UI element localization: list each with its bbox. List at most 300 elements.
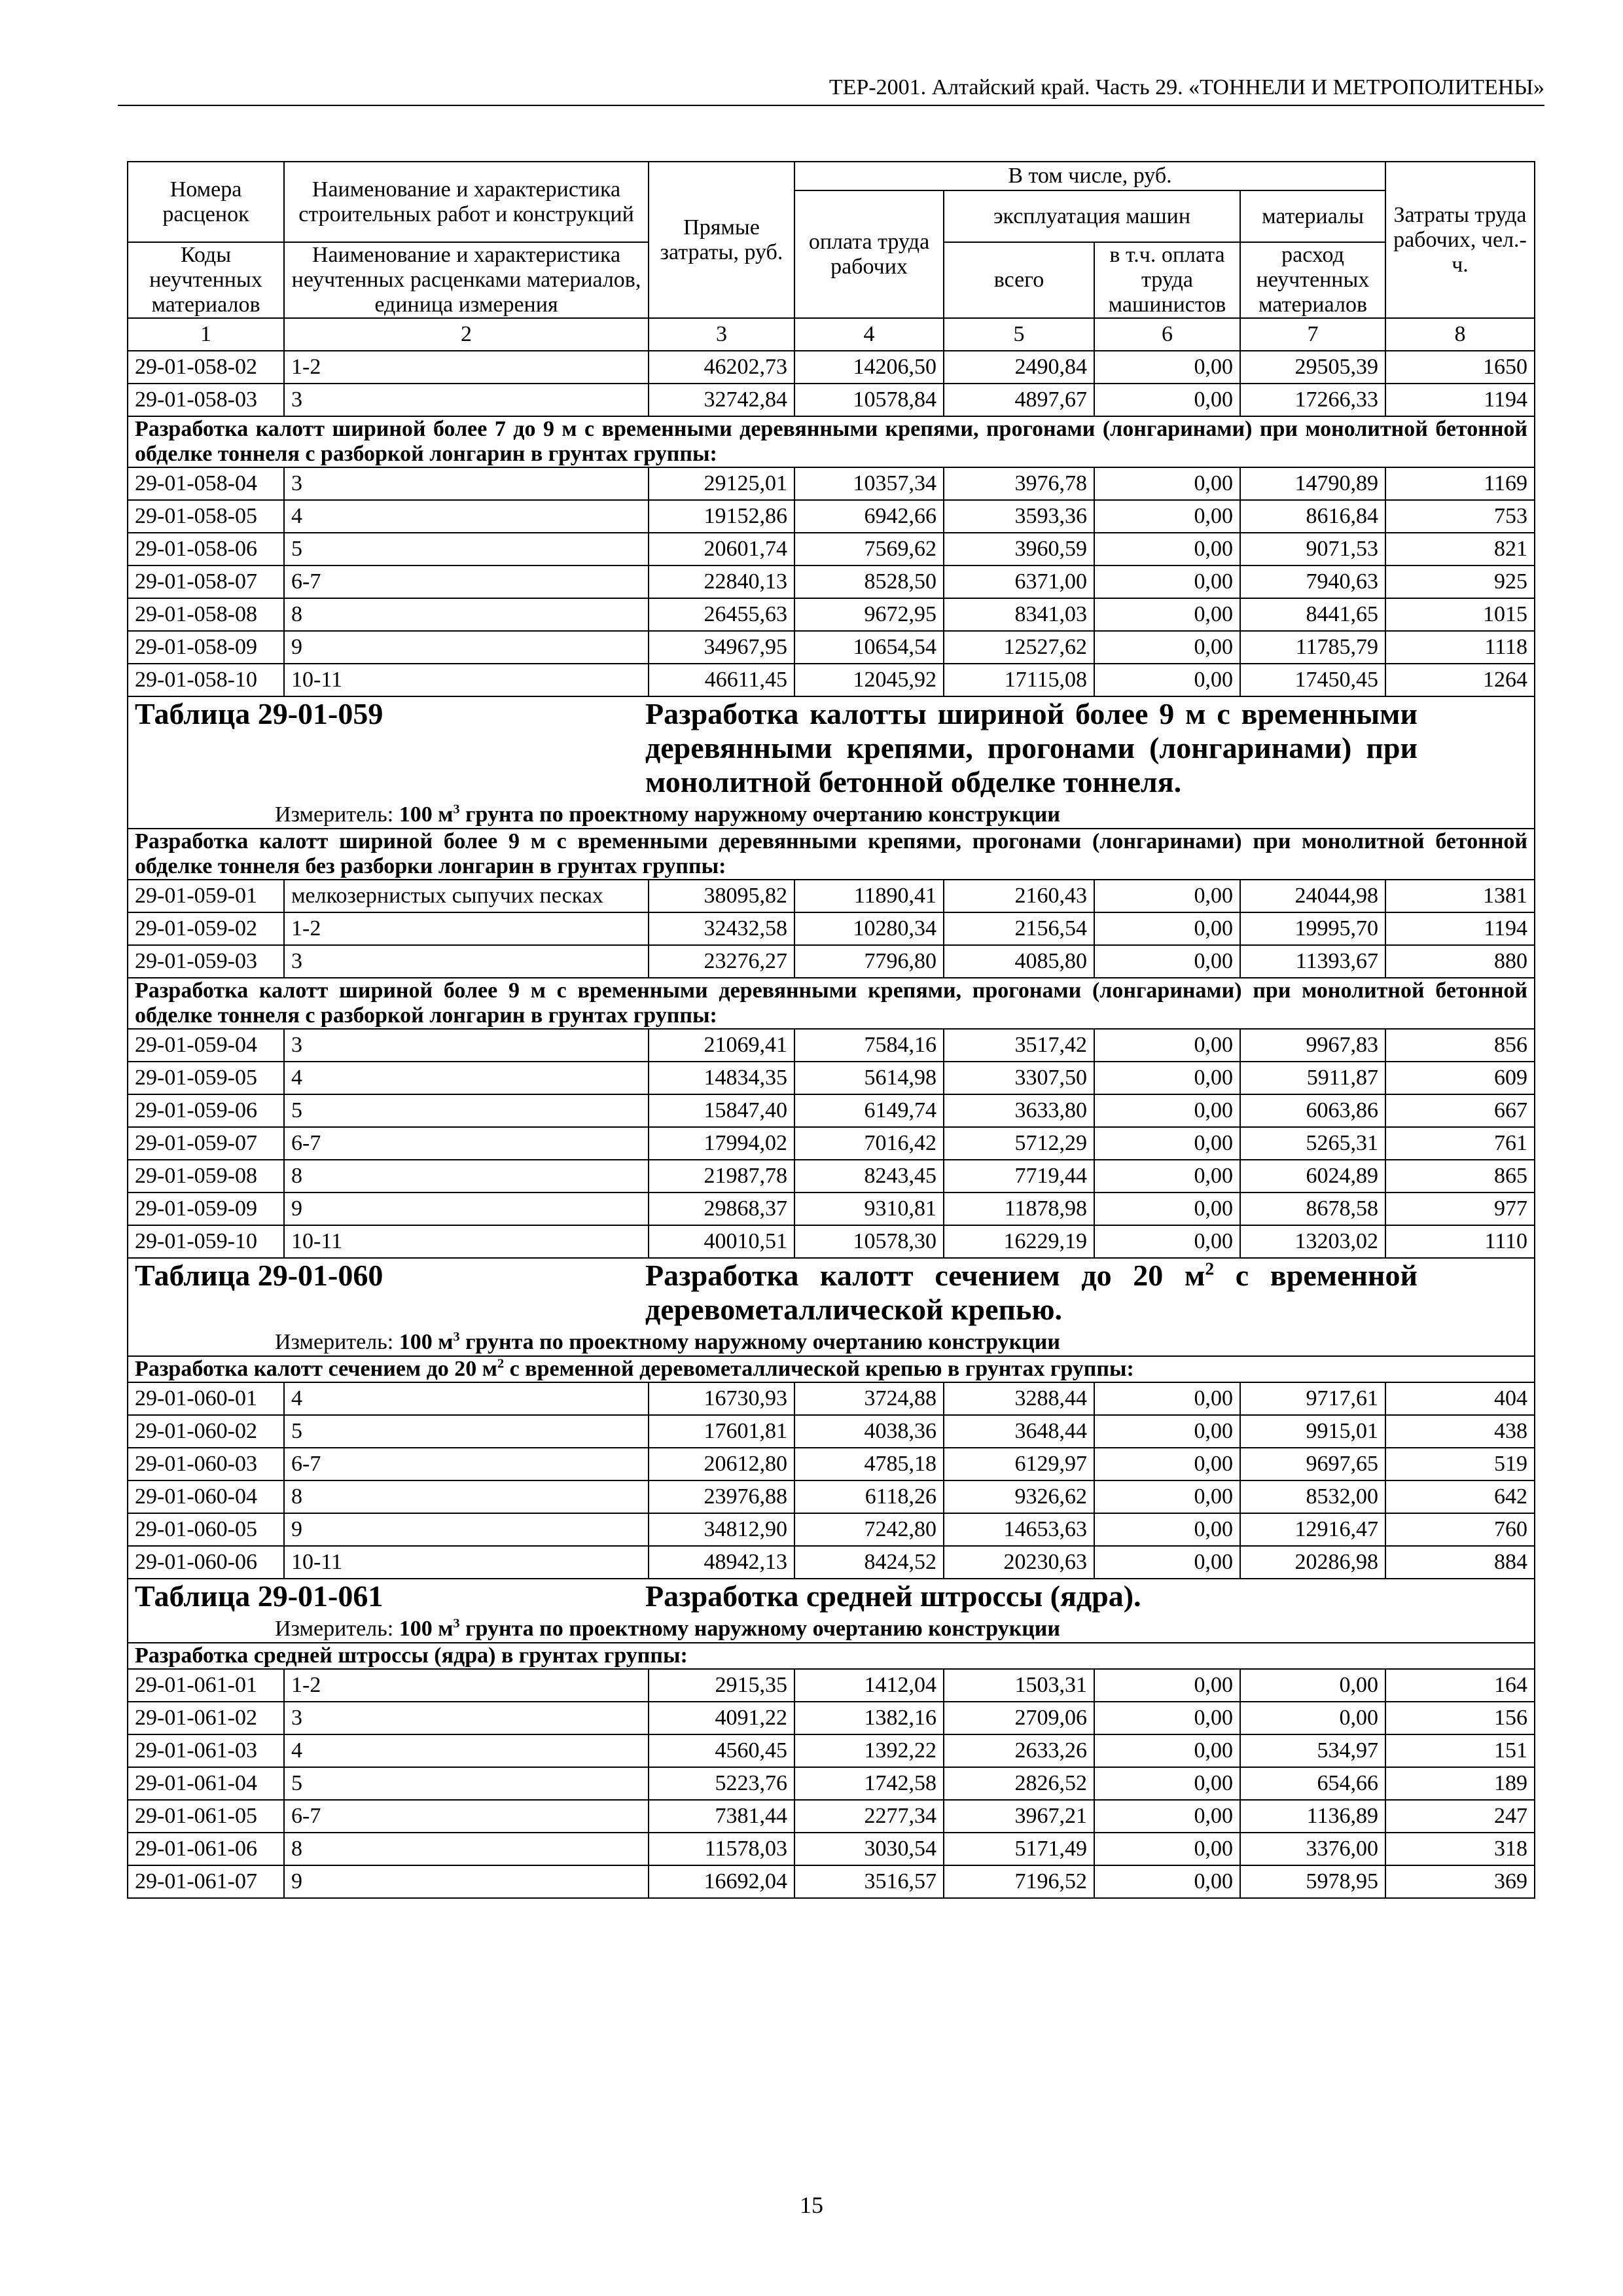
- cell-machines-total: 3960,59: [944, 533, 1094, 565]
- measure-unit: [275, 1616, 1527, 1642]
- cell-soil-group: 9: [284, 1513, 649, 1546]
- cell-labor-hours: 1118: [1385, 631, 1535, 664]
- cell-labor-hours: 667: [1385, 1094, 1535, 1127]
- cell-materials-cost: 8441,65: [1240, 598, 1385, 631]
- column-number: 3: [649, 318, 794, 351]
- cell-machines-total: 3633,80: [944, 1094, 1094, 1127]
- cell-materials-cost: 534,97: [1240, 1734, 1385, 1767]
- cell-soil-group: 9: [284, 1193, 649, 1225]
- subheading-text: Разработка средней штроссы (ядра) в грунтах группы:: [135, 1643, 688, 1668]
- cell-labor-hours: 1264: [1385, 664, 1535, 696]
- cell-operator-pay: 0,00: [1094, 1094, 1240, 1127]
- table-header: [128, 162, 1535, 351]
- group-subheading-row: [128, 1643, 1535, 1669]
- cell-direct-costs: 7381,44: [649, 1800, 794, 1833]
- group-subheading-row: [128, 829, 1535, 880]
- measure-amount: 100 м: [399, 1330, 454, 1354]
- cell-rate-code: 29-01-060-06: [128, 1546, 284, 1579]
- page-header: ТЕР-2001. Алтайский край. Часть 29. «ТОННЕЛИ И МЕТРОПОЛИТЕНЫ»: [118, 71, 1544, 106]
- cell-machines-total: 4085,80: [944, 945, 1094, 978]
- cell-worker-pay: 1412,04: [794, 1669, 944, 1702]
- cell-soil-group: 10-11: [284, 1225, 649, 1258]
- cell-labor-hours: 1194: [1385, 384, 1535, 416]
- cell-worker-pay: 3724,88: [794, 1382, 944, 1415]
- group-subheading: [128, 1356, 1535, 1382]
- cell-worker-pay: 1382,16: [794, 1702, 944, 1734]
- cell-machines-total: 9326,62: [944, 1480, 1094, 1513]
- cell-rate-code: 29-01-058-08: [128, 598, 284, 631]
- table-row: [128, 351, 1535, 384]
- col-header-labor: Затраты труда рабочих, чел.-ч.: [1385, 162, 1535, 318]
- cell-worker-pay: 4785,18: [794, 1448, 944, 1480]
- cell-rate-code: 29-01-058-10: [128, 664, 284, 696]
- cell-labor-hours: 884: [1385, 1546, 1535, 1579]
- cell-direct-costs: 14834,35: [649, 1062, 794, 1094]
- cell-operator-pay: 0,00: [1094, 1448, 1240, 1480]
- column-number: 4: [794, 318, 944, 351]
- cell-materials-cost: 6024,89: [1240, 1160, 1385, 1193]
- cell-soil-group: 5: [284, 1767, 649, 1800]
- cell-soil-group: 9: [284, 631, 649, 664]
- cell-operator-pay: 0,00: [1094, 533, 1240, 565]
- cell-worker-pay: 3516,57: [794, 1865, 944, 1898]
- cell-soil-group: 5: [284, 533, 649, 565]
- cell-direct-costs: 16730,93: [649, 1382, 794, 1415]
- col-header-materials: материалы: [1240, 190, 1385, 242]
- table-body: [128, 351, 1535, 1898]
- cell-direct-costs: 23976,88: [649, 1480, 794, 1513]
- cell-operator-pay: 0,00: [1094, 1865, 1240, 1898]
- cell-labor-hours: 438: [1385, 1415, 1535, 1448]
- cell-machines-total: 2156,54: [944, 912, 1094, 945]
- cell-worker-pay: 10357,34: [794, 467, 944, 500]
- table-row: [128, 1062, 1535, 1094]
- table-row: [128, 1127, 1535, 1160]
- cell-worker-pay: 7796,80: [794, 945, 944, 978]
- table-title-row: [128, 696, 1535, 829]
- group-subheading-row: [128, 416, 1535, 467]
- cell-soil-group: 3: [284, 1702, 649, 1734]
- cell-operator-pay: 0,00: [1094, 631, 1240, 664]
- cell-operator-pay: 0,00: [1094, 1225, 1240, 1258]
- cell-materials-cost: 654,66: [1240, 1767, 1385, 1800]
- table-title-text: Разработка калотт сечением до 20 м: [645, 1259, 1205, 1292]
- subheading-text: Разработка калотт шириной более 9 м с временными деревянными крепями, прогонами (лонгаринами) при монолитной бетонной обделке тоннеля с разборкой лонгарин в грунтах группы:: [135, 978, 1527, 1028]
- cell-direct-costs: 34812,90: [649, 1513, 794, 1546]
- cell-operator-pay: 0,00: [1094, 1415, 1240, 1448]
- cell-labor-hours: 856: [1385, 1029, 1535, 1062]
- table-title-block: [128, 1258, 1535, 1356]
- cell-rate-code: 29-01-058-05: [128, 500, 284, 533]
- cell-materials-cost: 5978,95: [1240, 1865, 1385, 1898]
- table-title-grid: [135, 697, 1527, 799]
- cell-labor-hours: 189: [1385, 1767, 1535, 1800]
- cell-soil-group: 8: [284, 1480, 649, 1513]
- cell-rate-code: 29-01-059-06: [128, 1094, 284, 1127]
- cell-operator-pay: 0,00: [1094, 500, 1240, 533]
- cell-direct-costs: 29868,37: [649, 1193, 794, 1225]
- col-header-material-codes: Коды неучтенных материалов: [128, 242, 284, 318]
- measure-superscript: 3: [453, 1329, 460, 1344]
- group-subheading-row: [128, 978, 1535, 1029]
- table-row: [128, 467, 1535, 500]
- cell-machines-total: 2490,84: [944, 351, 1094, 384]
- cell-soil-group: 3: [284, 384, 649, 416]
- column-number: 2: [284, 318, 649, 351]
- cell-soil-group: 6-7: [284, 1127, 649, 1160]
- col-header-including: В том числе, руб.: [794, 162, 1385, 190]
- cell-worker-pay: 5614,98: [794, 1062, 944, 1094]
- cell-soil-group: мелкозернистых сыпучих песках: [284, 880, 649, 912]
- cell-direct-costs: 2915,35: [649, 1669, 794, 1702]
- cell-rate-code: 29-01-060-01: [128, 1382, 284, 1415]
- cell-operator-pay: 0,00: [1094, 1127, 1240, 1160]
- cell-labor-hours: 404: [1385, 1382, 1535, 1415]
- cell-materials-cost: 8616,84: [1240, 500, 1385, 533]
- cell-operator-pay: 0,00: [1094, 1702, 1240, 1734]
- cell-labor-hours: 1015: [1385, 598, 1535, 631]
- cell-worker-pay: 4038,36: [794, 1415, 944, 1448]
- group-subheading: [128, 829, 1535, 880]
- cell-worker-pay: 8424,52: [794, 1546, 944, 1579]
- cell-labor-hours: 1169: [1385, 467, 1535, 500]
- table-title-superscript: 2: [1205, 1258, 1215, 1279]
- table-row: [128, 945, 1535, 978]
- table-number: Таблица 29-01-060: [135, 1259, 383, 1292]
- cell-materials-cost: 9071,53: [1240, 533, 1385, 565]
- cell-labor-hours: 865: [1385, 1160, 1535, 1193]
- cell-rate-code: 29-01-058-03: [128, 384, 284, 416]
- table-title-block: [128, 696, 1535, 829]
- cell-soil-group: 6-7: [284, 565, 649, 598]
- cell-operator-pay: 0,00: [1094, 1800, 1240, 1833]
- cell-operator-pay: 0,00: [1094, 1513, 1240, 1546]
- table-row: [128, 1448, 1535, 1480]
- group-subheading: [128, 416, 1535, 467]
- cell-soil-group: 4: [284, 1062, 649, 1094]
- table-row: [128, 1669, 1535, 1702]
- col-header-machines-total: всего: [944, 242, 1094, 318]
- cell-direct-costs: 26455,63: [649, 598, 794, 631]
- cell-worker-pay: 8528,50: [794, 565, 944, 598]
- cell-materials-cost: 13203,02: [1240, 1225, 1385, 1258]
- cell-machines-total: 2160,43: [944, 880, 1094, 912]
- cell-machines-total: 2826,52: [944, 1767, 1094, 1800]
- cell-operator-pay: 0,00: [1094, 1382, 1240, 1415]
- table-row: [128, 1382, 1535, 1415]
- cell-soil-group: 10-11: [284, 664, 649, 696]
- cell-materials-cost: 9915,01: [1240, 1415, 1385, 1448]
- cell-direct-costs: 19152,86: [649, 500, 794, 533]
- cell-materials-cost: 7940,63: [1240, 565, 1385, 598]
- table-row: [128, 1734, 1535, 1767]
- cell-worker-pay: 6942,66: [794, 500, 944, 533]
- cell-machines-total: 3648,44: [944, 1415, 1094, 1448]
- cell-worker-pay: 8243,45: [794, 1160, 944, 1193]
- cell-direct-costs: 46202,73: [649, 351, 794, 384]
- cell-materials-cost: 11393,67: [1240, 945, 1385, 978]
- cell-soil-group: 1-2: [284, 351, 649, 384]
- cell-labor-hours: 519: [1385, 1448, 1535, 1480]
- cell-worker-pay: 9672,95: [794, 598, 944, 631]
- cell-rate-code: 29-01-059-07: [128, 1127, 284, 1160]
- table-row: [128, 1415, 1535, 1448]
- col-header-work-name: Наименование и характеристика строительных работ и конструкций: [284, 162, 649, 242]
- column-number: 5: [944, 318, 1094, 351]
- cell-worker-pay: 14206,50: [794, 351, 944, 384]
- cell-rate-code: 29-01-061-03: [128, 1734, 284, 1767]
- cell-operator-pay: 0,00: [1094, 1833, 1240, 1865]
- cell-materials-cost: 5265,31: [1240, 1127, 1385, 1160]
- table-title-row: [128, 1579, 1535, 1643]
- cell-rate-code: 29-01-058-02: [128, 351, 284, 384]
- cell-direct-costs: 20601,74: [649, 533, 794, 565]
- cell-rate-code: 29-01-061-02: [128, 1702, 284, 1734]
- cell-worker-pay: 10280,34: [794, 912, 944, 945]
- table-row: [128, 1225, 1535, 1258]
- cell-machines-total: 20230,63: [944, 1546, 1094, 1579]
- cell-rate-code: 29-01-061-05: [128, 1800, 284, 1833]
- table-title-grid: [135, 1259, 1527, 1327]
- cell-materials-cost: 1136,89: [1240, 1800, 1385, 1833]
- cell-machines-total: 7196,52: [944, 1865, 1094, 1898]
- cell-labor-hours: 821: [1385, 533, 1535, 565]
- cell-materials-cost: 0,00: [1240, 1669, 1385, 1702]
- cell-soil-group: 3: [284, 1029, 649, 1062]
- cell-soil-group: 5: [284, 1415, 649, 1448]
- cell-rate-code: 29-01-058-09: [128, 631, 284, 664]
- cell-labor-hours: 1381: [1385, 880, 1535, 912]
- cell-materials-cost: 24044,98: [1240, 880, 1385, 912]
- table-row: [128, 565, 1535, 598]
- cell-labor-hours: 609: [1385, 1062, 1535, 1094]
- cell-materials-cost: 9967,83: [1240, 1029, 1385, 1062]
- cell-rate-code: 29-01-060-02: [128, 1415, 284, 1448]
- table-row: [128, 1546, 1535, 1579]
- cell-worker-pay: 7584,16: [794, 1029, 944, 1062]
- table-title: [645, 1259, 1418, 1327]
- cell-direct-costs: 46611,45: [649, 664, 794, 696]
- cell-machines-total: 1503,31: [944, 1669, 1094, 1702]
- subheading-text: Разработка калотт шириной более 9 м с временными деревянными крепями, прогонами (лонгаринами) при монолитной бетонной обделке тоннеля без разборки лонгарин в грунтах группы:: [135, 829, 1527, 878]
- cell-machines-total: 17115,08: [944, 664, 1094, 696]
- cell-labor-hours: 247: [1385, 1800, 1535, 1833]
- cell-labor-hours: 164: [1385, 1669, 1535, 1702]
- cell-soil-group: 4: [284, 1382, 649, 1415]
- cell-direct-costs: 17601,81: [649, 1415, 794, 1448]
- cell-worker-pay: 10654,54: [794, 631, 944, 664]
- table-title-text: с временной деревометаллической крепью.: [645, 1259, 1418, 1326]
- cell-labor-hours: 318: [1385, 1833, 1535, 1865]
- cell-machines-total: 3967,21: [944, 1800, 1094, 1833]
- cell-machines-total: 3288,44: [944, 1382, 1094, 1415]
- cell-direct-costs: 29125,01: [649, 467, 794, 500]
- cell-soil-group: 8: [284, 1160, 649, 1193]
- cell-worker-pay: 7569,62: [794, 533, 944, 565]
- cell-rate-code: 29-01-058-06: [128, 533, 284, 565]
- cell-labor-hours: 1194: [1385, 912, 1535, 945]
- table-row: [128, 1800, 1535, 1833]
- table-row: [128, 1193, 1535, 1225]
- measure-description: грунта по проектному наружному очертанию конструкции: [465, 1617, 1060, 1641]
- cell-machines-total: 8341,03: [944, 598, 1094, 631]
- cell-direct-costs: 22840,13: [649, 565, 794, 598]
- subheading-text: Разработка калотт сечением до 20 м: [135, 1357, 497, 1381]
- column-number: 1: [128, 318, 284, 351]
- table-number: Таблица 29-01-061: [135, 1579, 383, 1613]
- measure-value: [399, 1330, 1060, 1354]
- cell-machines-total: 11878,98: [944, 1193, 1094, 1225]
- cell-machines-total: 2633,26: [944, 1734, 1094, 1767]
- cell-machines-total: 5712,29: [944, 1127, 1094, 1160]
- table-row: [128, 1865, 1535, 1898]
- cell-rate-code: 29-01-060-04: [128, 1480, 284, 1513]
- cell-worker-pay: 7016,42: [794, 1127, 944, 1160]
- cell-direct-costs: 23276,27: [649, 945, 794, 978]
- measure-value: [399, 1617, 1060, 1641]
- cell-rate-code: 29-01-060-03: [128, 1448, 284, 1480]
- measure-description: грунта по проектному наружному очертанию конструкции: [465, 802, 1060, 827]
- cell-labor-hours: 642: [1385, 1480, 1535, 1513]
- cell-worker-pay: 1392,22: [794, 1734, 944, 1767]
- group-subheading: [128, 978, 1535, 1029]
- cell-rate-code: 29-01-061-06: [128, 1833, 284, 1865]
- table-title-text: Разработка средней штроссы (ядра).: [645, 1579, 1141, 1613]
- cell-soil-group: 6-7: [284, 1448, 649, 1480]
- cell-soil-group: 6-7: [284, 1800, 649, 1833]
- subheading-superscript: 2: [497, 1356, 505, 1371]
- cell-direct-costs: 4560,45: [649, 1734, 794, 1767]
- cell-direct-costs: 32742,84: [649, 384, 794, 416]
- cell-rate-code: 29-01-059-03: [128, 945, 284, 978]
- cell-labor-hours: 151: [1385, 1734, 1535, 1767]
- cell-worker-pay: 6118,26: [794, 1480, 944, 1513]
- table-row: [128, 1513, 1535, 1546]
- cell-labor-hours: 760: [1385, 1513, 1535, 1546]
- table-row: [128, 1833, 1535, 1865]
- measure-label: Измеритель:: [275, 802, 394, 827]
- table-title-row: [128, 1258, 1535, 1356]
- cell-machines-total: 4897,67: [944, 384, 1094, 416]
- column-number: 8: [1385, 318, 1535, 351]
- col-header-machines: эксплуатация машин: [944, 190, 1240, 242]
- cell-operator-pay: 0,00: [1094, 1062, 1240, 1094]
- subheading-text: с временной деревометаллической крепью в грунтах группы:: [504, 1357, 1134, 1381]
- cell-materials-cost: 14790,89: [1240, 467, 1385, 500]
- cell-soil-group: 9: [284, 1865, 649, 1898]
- table-row: [128, 1480, 1535, 1513]
- cell-worker-pay: 12045,92: [794, 664, 944, 696]
- cell-soil-group: 10-11: [284, 1546, 649, 1579]
- cell-rate-code: 29-01-059-08: [128, 1160, 284, 1193]
- cell-rate-code: 29-01-059-09: [128, 1193, 284, 1225]
- table-row: [128, 1094, 1535, 1127]
- group-subheading: [128, 1643, 1535, 1669]
- table-row: [128, 1160, 1535, 1193]
- subheading-text: Разработка калотт шириной более 7 до 9 м с временными деревянными крепями, прогонами (лонгаринами) при монолитной бетонной обделке тоннеля с разборкой лонгарин в грунтах группы:: [135, 417, 1527, 466]
- table-row: [128, 664, 1535, 696]
- cell-operator-pay: 0,00: [1094, 351, 1240, 384]
- cell-soil-group: 3: [284, 945, 649, 978]
- measure-amount: 100 м: [399, 802, 454, 827]
- cell-rate-code: 29-01-061-04: [128, 1767, 284, 1800]
- cell-worker-pay: 7242,80: [794, 1513, 944, 1546]
- cell-machines-total: 5171,49: [944, 1833, 1094, 1865]
- rates-table: [127, 161, 1535, 1899]
- cell-machines-total: 3517,42: [944, 1029, 1094, 1062]
- col-header-rate-numbers: Номера расценок: [128, 162, 284, 242]
- group-subheading-row: [128, 1356, 1535, 1382]
- col-header-worker-pay: оплата труда рабочих: [794, 190, 944, 318]
- cell-soil-group: 3: [284, 467, 649, 500]
- cell-labor-hours: 1110: [1385, 1225, 1535, 1258]
- cell-direct-costs: 17994,02: [649, 1127, 794, 1160]
- column-number: 6: [1094, 318, 1240, 351]
- cell-rate-code: 29-01-059-05: [128, 1062, 284, 1094]
- table-row: [128, 598, 1535, 631]
- column-number: 7: [1240, 318, 1385, 351]
- measure-value: [399, 802, 1060, 827]
- cell-soil-group: 8: [284, 598, 649, 631]
- cell-operator-pay: 0,00: [1094, 664, 1240, 696]
- cell-rate-code: 29-01-061-01: [128, 1669, 284, 1702]
- cell-direct-costs: 40010,51: [649, 1225, 794, 1258]
- cell-soil-group: 1-2: [284, 912, 649, 945]
- cell-operator-pay: 0,00: [1094, 467, 1240, 500]
- cell-labor-hours: 925: [1385, 565, 1535, 598]
- table-title-grid: [135, 1579, 1527, 1613]
- cell-operator-pay: 0,00: [1094, 880, 1240, 912]
- cell-direct-costs: 21069,41: [649, 1029, 794, 1062]
- col-header-unaccounted-materials: расход неучтенных материалов: [1240, 242, 1385, 318]
- cell-direct-costs: 48942,13: [649, 1546, 794, 1579]
- cell-operator-pay: 0,00: [1094, 1767, 1240, 1800]
- cell-soil-group: 4: [284, 1734, 649, 1767]
- table-row: [128, 533, 1535, 565]
- cell-machines-total: 12527,62: [944, 631, 1094, 664]
- cell-direct-costs: 5223,76: [649, 1767, 794, 1800]
- cell-direct-costs: 4091,22: [649, 1702, 794, 1734]
- cell-materials-cost: 8532,00: [1240, 1480, 1385, 1513]
- cell-operator-pay: 0,00: [1094, 912, 1240, 945]
- cell-operator-pay: 0,00: [1094, 1029, 1240, 1062]
- table-title: [645, 697, 1418, 799]
- cell-operator-pay: 0,00: [1094, 1669, 1240, 1702]
- cell-materials-cost: 8678,58: [1240, 1193, 1385, 1225]
- cell-rate-code: 29-01-060-05: [128, 1513, 284, 1546]
- table-row: [128, 384, 1535, 416]
- cell-labor-hours: 369: [1385, 1865, 1535, 1898]
- cell-machines-total: 3593,36: [944, 500, 1094, 533]
- cell-machines-total: 14653,63: [944, 1513, 1094, 1546]
- table-title-block: [128, 1579, 1535, 1643]
- table-row: [128, 500, 1535, 533]
- cell-worker-pay: 3030,54: [794, 1833, 944, 1865]
- cell-operator-pay: 0,00: [1094, 1160, 1240, 1193]
- cell-labor-hours: 761: [1385, 1127, 1535, 1160]
- cell-materials-cost: 12916,47: [1240, 1513, 1385, 1546]
- cell-machines-total: 7719,44: [944, 1160, 1094, 1193]
- cell-operator-pay: 0,00: [1094, 945, 1240, 978]
- table-title-text: Разработка калотты шириной более 9 м с временными деревянными крепями, прогонами (лонгаринами) при монолитной бетонной обделке тоннеля.: [645, 697, 1418, 798]
- cell-materials-cost: 9697,65: [1240, 1448, 1385, 1480]
- measure-amount: 100 м: [399, 1617, 454, 1641]
- measure-unit: [275, 1329, 1527, 1355]
- cell-operator-pay: 0,00: [1094, 598, 1240, 631]
- cell-machines-total: 6371,00: [944, 565, 1094, 598]
- cell-rate-code: 29-01-058-07: [128, 565, 284, 598]
- cell-materials-cost: 11785,79: [1240, 631, 1385, 664]
